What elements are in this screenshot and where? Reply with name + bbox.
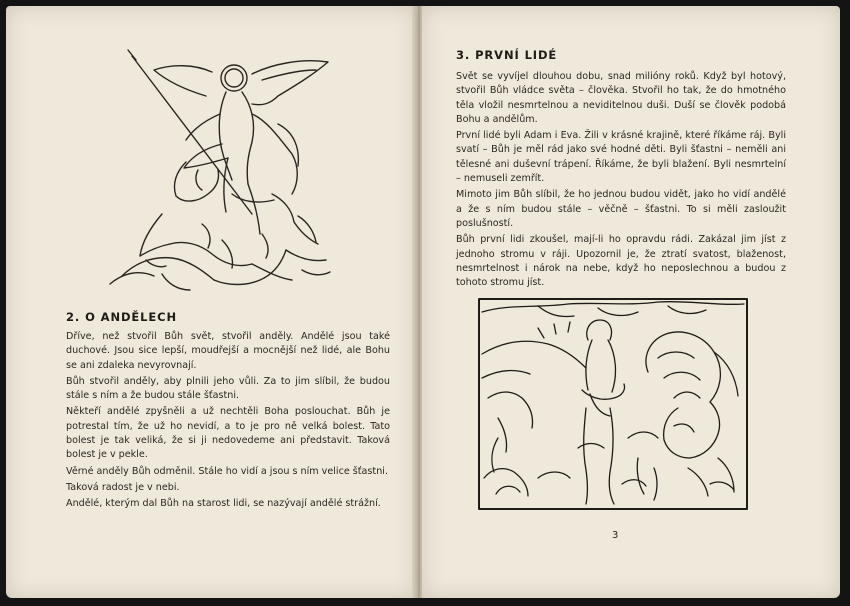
paragraph: První lidé byli Adam i Eva. Žili v krásné krajině, které říkáme ráj. Byli svatí – Bůh je měl rád jako své hodné děti. Byli šťastni – neměli ani tělesné ani duševní trápení. Říkáme, že byli blažení. Byli nesmrtelní – nemuseli zemřít. — [456, 130, 786, 185]
paragraph: Taková radost je v nebi. — [66, 481, 180, 493]
paragraph: Andělé, kterým dal Bůh na starost lidi, se nazývají andělé strážní. — [66, 498, 381, 510]
paragraph: Někteří andělé zpyšněli a už nechtěli Boha poslouchat. Bůh je potrestal tím, že už ho nevidí, a to je pro ně velká bolest. Tato bolest je tak veliká, že si ji nedovedeme ani představit. Taková bolest je v pekle. — [66, 406, 390, 461]
paragraph: Dříve, než stvořil Bůh svět, stvořil anděly. Andělé jsou také duchové. Jsou sice lepší, moudřejší a mocnější než lidé, ale Bohu se ani zdaleka nevyrovnají. — [66, 331, 390, 371]
adam-paradise-illustration — [478, 298, 748, 510]
archangel-illustration — [102, 44, 342, 296]
paragraph: Bůh první lidi zkoušel, mají-li ho opravdu rádi. Zakázal jim jíst z jednoho stromu v ráji. Upozornil je, že ztratí svatost, blaženost, nesmrtelnost i nárok na nebe, když ho neposlechnou a budou z tohoto stromu jíst. — [456, 234, 786, 289]
left-page — [6, 6, 416, 598]
paragraph: Bůh stvořil anděly, aby plnili jeho vůli. Za to jim slíbil, že budou stále s ním a že budou stále šťastni. — [66, 375, 390, 402]
section-heading-first-people: 3. PRVNÍ LIDÉ — [456, 48, 558, 62]
paragraph: Věrné anděly Bůh odměnil. Stále ho vidí a jsou s ním velice šťastni. — [66, 465, 388, 477]
page-number: 3 — [612, 530, 619, 541]
left-body-text — [66, 330, 390, 514]
paragraph: Svět se vyvíjel dlouhou dobu, snad milióny roků. Když byl hotový, stvořil Bůh vládce světa – člověka. Stvořil ho tak, že do hmotného těla vložil nesmrtelnou a neviditelnou duši. Duší se člověk podobá Bohu a andělům. — [456, 71, 786, 125]
right-page — [422, 6, 840, 598]
right-body-text — [456, 70, 786, 292]
paragraph: Mimoto jim Bůh slíbil, že ho jednou budou vidět, jako ho vidí andělé a že s ním budou stále – věčně – šťastni. To si měli zasloužit poslušností. — [456, 189, 786, 229]
section-heading-angels: 2. O ANDĚLECH — [66, 310, 178, 324]
